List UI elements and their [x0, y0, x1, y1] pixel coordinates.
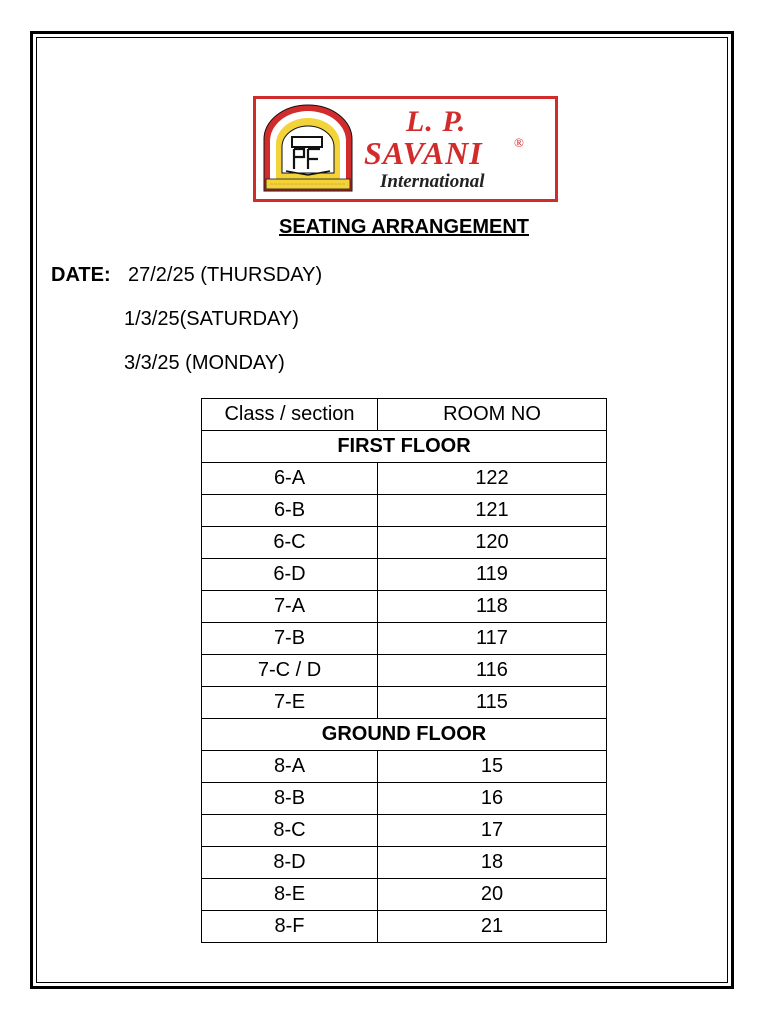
room-cell: 117 — [378, 623, 607, 655]
school-logo — [253, 96, 558, 202]
room-cell: 17 — [378, 815, 607, 847]
room-cell: 121 — [378, 495, 607, 527]
room-cell: 122 — [378, 463, 607, 495]
table-header-row — [202, 399, 607, 431]
room-cell: 21 — [378, 911, 607, 943]
floor-title-ground: GROUND FLOOR — [202, 719, 607, 751]
header-class-section: Class / section — [202, 399, 378, 431]
room-cell: 119 — [378, 559, 607, 591]
room-cell: 115 — [378, 687, 607, 719]
date-line-2: 1/3/25(SATURDAY) — [124, 308, 299, 330]
class-cell: 8-D — [202, 847, 378, 879]
table-row — [202, 879, 607, 911]
class-cell: 7-C / D — [202, 655, 378, 687]
table-row — [202, 783, 607, 815]
room-cell: 20 — [378, 879, 607, 911]
floor-row — [202, 431, 607, 463]
class-cell: 8-E — [202, 879, 378, 911]
seating-table — [201, 398, 607, 943]
class-cell: 6-A — [202, 463, 378, 495]
room-cell: 120 — [378, 527, 607, 559]
table-row — [202, 495, 607, 527]
date-line-3: 3/3/25 (MONDAY) — [124, 352, 285, 374]
table-row — [202, 527, 607, 559]
logo-line-international: International — [380, 171, 485, 192]
table-row — [202, 911, 607, 943]
class-cell: 7-A — [202, 591, 378, 623]
class-cell: 8-B — [202, 783, 378, 815]
room-cell: 18 — [378, 847, 607, 879]
header-room-no: ROOM NO — [378, 399, 607, 431]
class-cell: 8-A — [202, 751, 378, 783]
class-cell: 8-F — [202, 911, 378, 943]
table-row — [202, 463, 607, 495]
room-cell: 116 — [378, 655, 607, 687]
logo-line-name: SAVANI — [364, 135, 483, 171]
class-cell: 6-D — [202, 559, 378, 591]
table-row — [202, 687, 607, 719]
room-cell: 15 — [378, 751, 607, 783]
room-cell: 118 — [378, 591, 607, 623]
table-row — [202, 751, 607, 783]
floor-title-first: FIRST FLOOR — [202, 431, 607, 463]
table-row — [202, 847, 607, 879]
table-row — [202, 815, 607, 847]
page-heading: SEATING ARRANGEMENT — [279, 216, 529, 238]
floor-row — [202, 719, 607, 751]
class-cell: 6-C — [202, 527, 378, 559]
table-row — [202, 559, 607, 591]
date-label: DATE: — [51, 264, 111, 286]
room-cell: 16 — [378, 783, 607, 815]
table-row — [202, 655, 607, 687]
table-row — [202, 623, 607, 655]
table-row — [202, 591, 607, 623]
class-cell: 7-E — [202, 687, 378, 719]
class-cell: 8-C — [202, 815, 378, 847]
registered-mark: ® — [514, 135, 524, 150]
logo-line-initials: L. P. — [406, 105, 467, 138]
class-cell: 7-B — [202, 623, 378, 655]
class-cell: 6-B — [202, 495, 378, 527]
date-line-1: 27/2/25 (THURSDAY) — [128, 264, 323, 286]
